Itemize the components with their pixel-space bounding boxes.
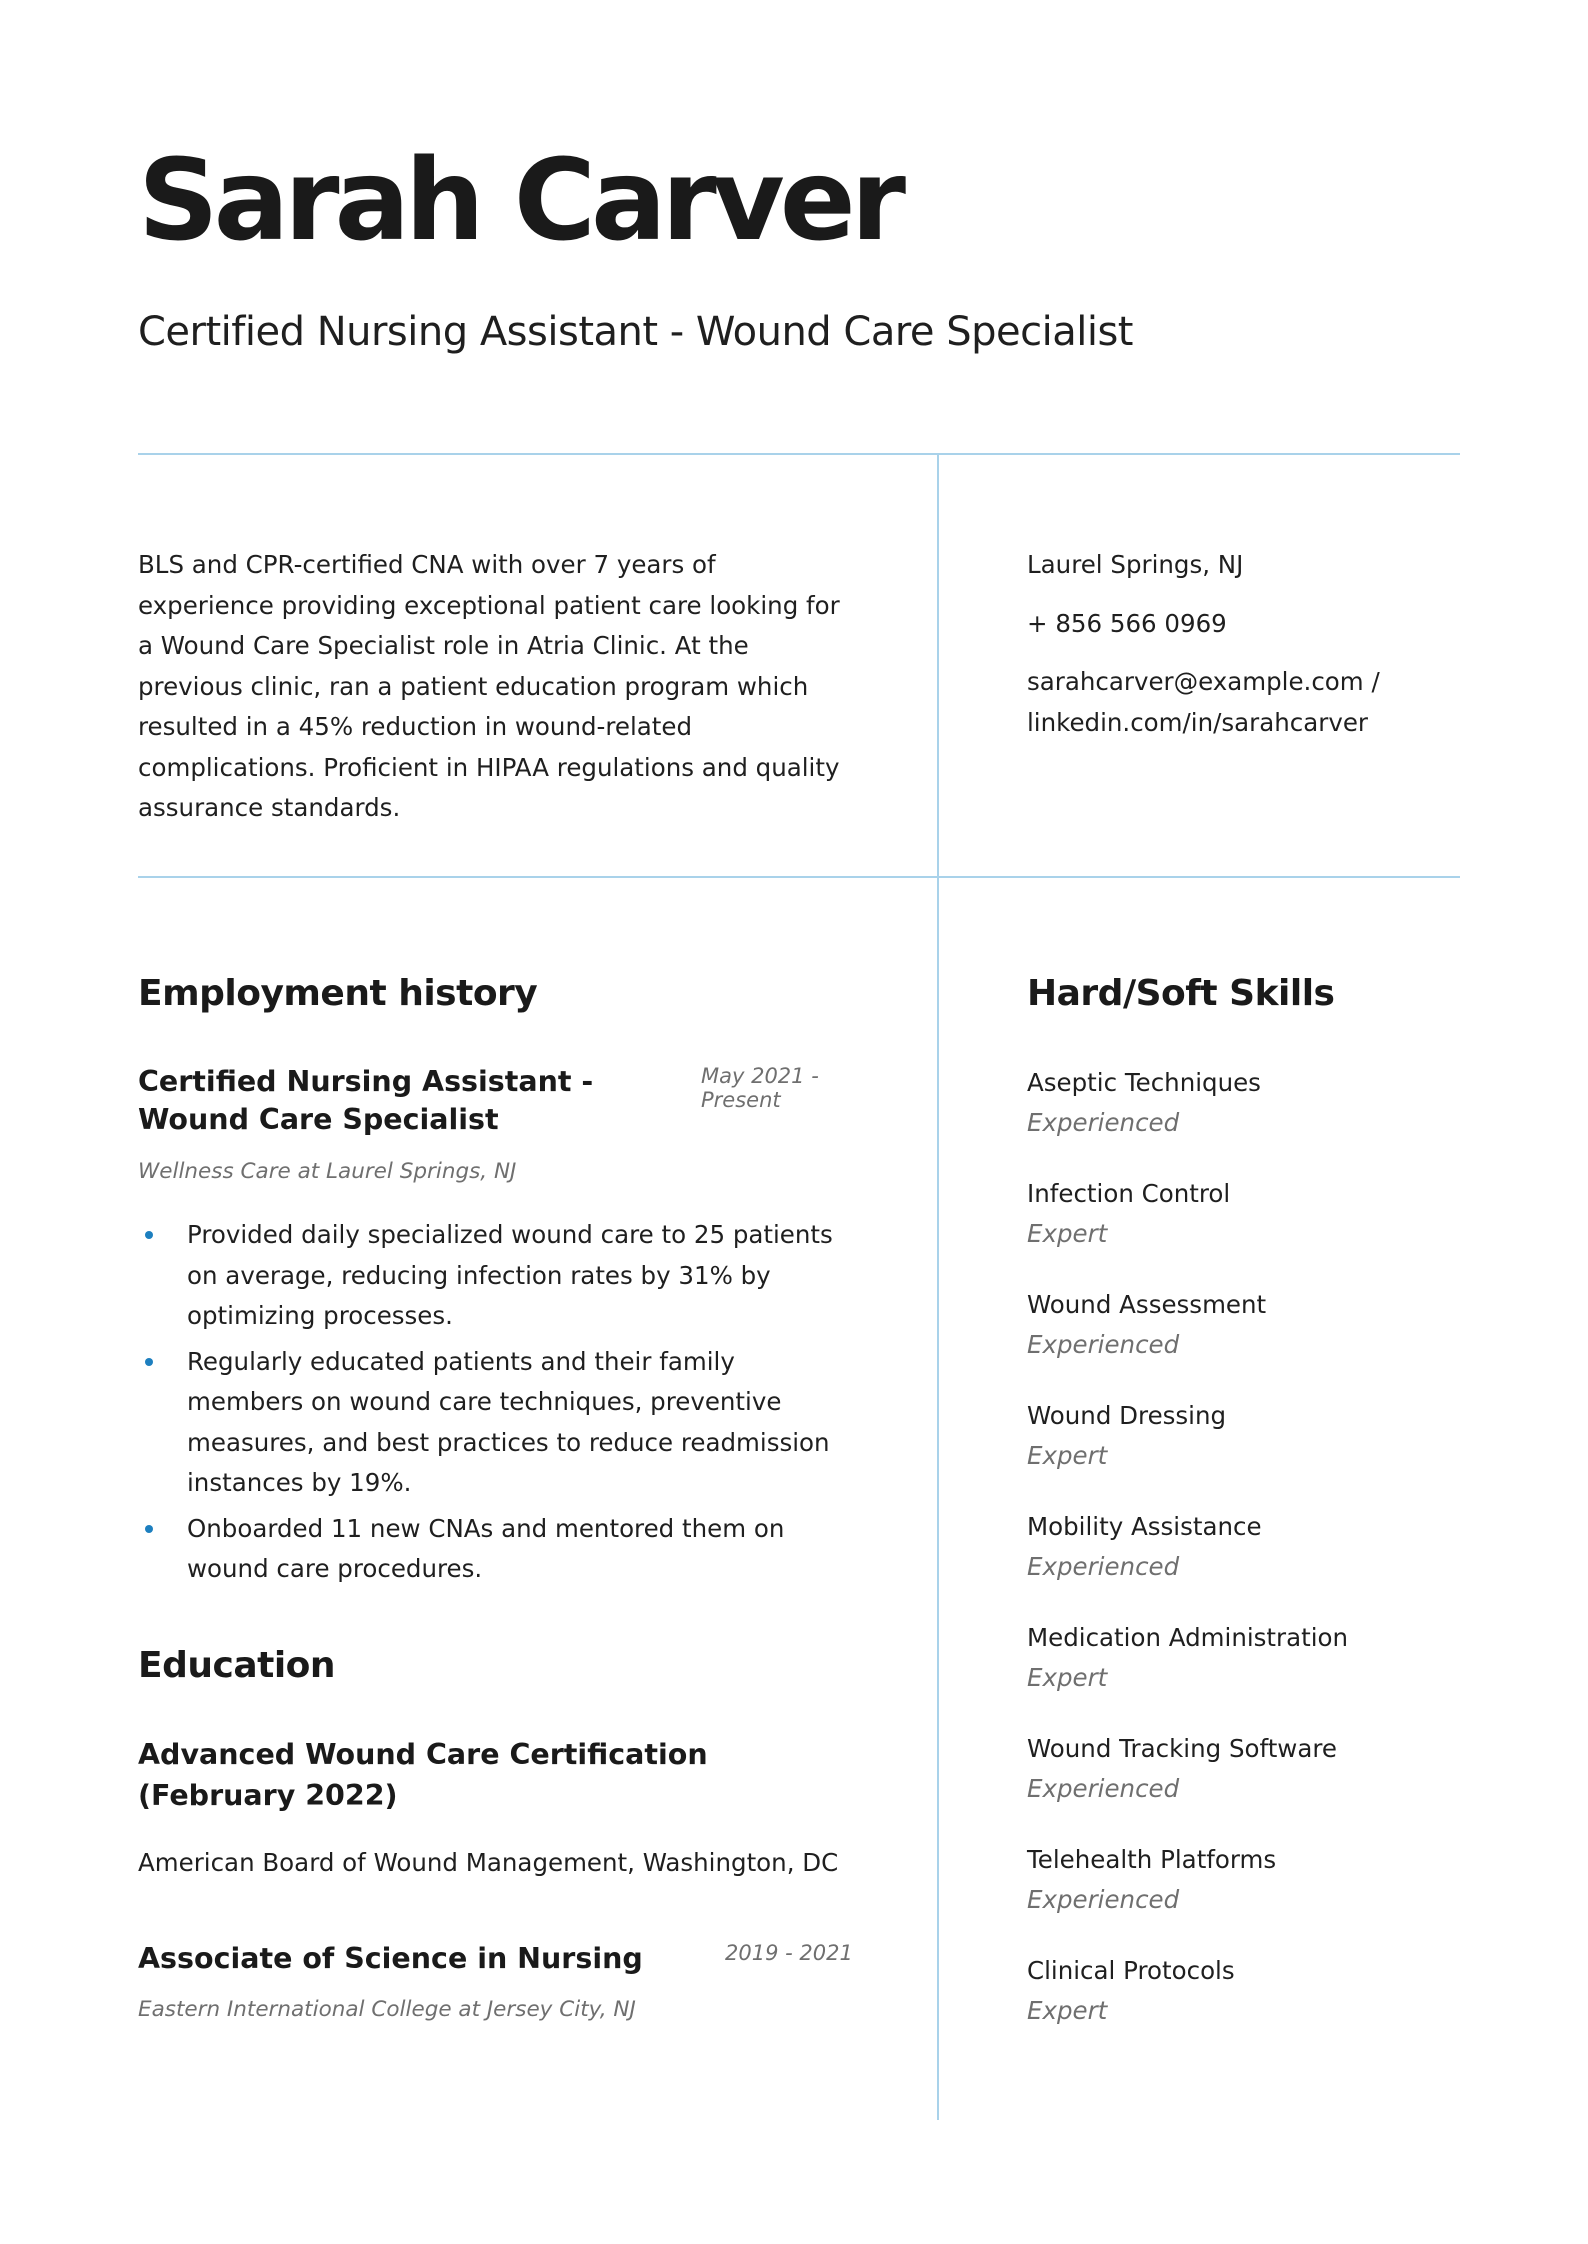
education-heading: Education bbox=[138, 1645, 336, 1686]
list-item bbox=[138, 1342, 858, 1504]
education-item-institution: Eastern International College at Jersey City, NJ bbox=[138, 1997, 636, 2022]
skill-level: Experienced bbox=[1027, 1552, 1180, 1581]
skill-name: Mobility Assistance bbox=[1027, 1512, 1262, 1541]
skill-level: Expert bbox=[1027, 1996, 1108, 2025]
list-item bbox=[1027, 1840, 1427, 1951]
job-title: Certified Nursing Assistant - Wound Care Specialist bbox=[138, 1065, 594, 1136]
skill-level: Experienced bbox=[1027, 1774, 1180, 1803]
education-item-dates: 2019 - 2021 bbox=[725, 1941, 853, 1965]
job-dates: May 2021 - Present bbox=[701, 1064, 819, 1112]
list-item bbox=[1027, 1063, 1427, 1174]
bullet-icon bbox=[145, 1231, 153, 1239]
candidate-title: Certified Nursing Assistant - Wound Care Specialist bbox=[138, 309, 1133, 355]
skill-level: Experienced bbox=[1027, 1885, 1180, 1914]
contact-phone[interactable]: + 856 566 0969 bbox=[1027, 608, 1227, 638]
profile-summary: BLS and CPR-certified CNA with over 7 years of experience providing exceptional patient care looking for a Wound Care Specialist role in Atria Clinic. At the previous clinic, ran a patient education program which resulted in a 45% reduction in wound-related complications. Proficient in HIPAA regulations and quality assurance standards. bbox=[138, 550, 840, 822]
skill-name: Medication Administration bbox=[1027, 1623, 1349, 1652]
skill-level: Expert bbox=[1027, 1663, 1108, 1692]
column-divider bbox=[937, 455, 939, 2120]
bullet-icon bbox=[145, 1358, 153, 1366]
top-divider bbox=[138, 453, 1460, 455]
bullet-text: Onboarded 11 new CNAs and mentored them on wound care procedures. bbox=[187, 1513, 785, 1583]
candidate-name: Sarah Carver bbox=[138, 136, 901, 266]
skills-list bbox=[1027, 1063, 1427, 2062]
skill-name: Wound Assessment bbox=[1027, 1290, 1267, 1319]
employment-heading: Employment history bbox=[138, 973, 538, 1014]
skill-name: Aseptic Techniques bbox=[1027, 1068, 1261, 1097]
education-item-title: Advanced Wound Care Certification (February 2022) bbox=[138, 1738, 708, 1812]
bullet-text: Provided daily specialized wound care to 25 patients on average, reducing infection rates by 31% by optimizing processes. bbox=[187, 1220, 833, 1330]
bullet-text: Regularly educated patients and their family members on wound care techniques, preventive measures, and best practices to reduce readmission instances by 19%. bbox=[187, 1346, 830, 1497]
list-item bbox=[1027, 1951, 1427, 2062]
bullet-icon bbox=[145, 1525, 153, 1533]
contact-block bbox=[1027, 545, 1427, 743]
skill-level: Experienced bbox=[1027, 1108, 1180, 1137]
list-item bbox=[138, 1509, 858, 1590]
contact-location: Laurel Springs, NJ bbox=[1027, 550, 1244, 579]
education-item-title: Associate of Science in Nursing bbox=[138, 1942, 643, 1975]
skill-name: Clinical Protocols bbox=[1027, 1956, 1235, 1985]
education-item-institution: American Board of Wound Management, Washington, DC bbox=[138, 1848, 839, 1877]
contact-linkedin[interactable]: linkedin.com/in/sarahcarver bbox=[1027, 707, 1368, 737]
skill-name: Infection Control bbox=[1027, 1179, 1231, 1208]
list-item bbox=[1027, 1507, 1427, 1618]
skill-level: Expert bbox=[1027, 1441, 1108, 1470]
skill-level: Expert bbox=[1027, 1219, 1108, 1248]
skill-name: Wound Dressing bbox=[1027, 1401, 1227, 1430]
job-company: Wellness Care at Laurel Springs, NJ bbox=[138, 1159, 517, 1184]
list-item bbox=[1027, 1618, 1427, 1729]
contact-email[interactable]: sarahcarver@example.com / bbox=[1027, 667, 1380, 696]
skill-name: Telehealth Platforms bbox=[1027, 1845, 1277, 1874]
skills-heading: Hard/Soft Skills bbox=[1027, 973, 1335, 1014]
skill-level: Experienced bbox=[1027, 1330, 1180, 1359]
list-item bbox=[1027, 1396, 1427, 1507]
list-item bbox=[138, 1215, 858, 1337]
list-item bbox=[1027, 1285, 1427, 1396]
skill-name: Wound Tracking Software bbox=[1027, 1734, 1337, 1763]
list-item bbox=[1027, 1174, 1427, 1285]
middle-divider bbox=[138, 876, 1460, 878]
list-item bbox=[1027, 1729, 1427, 1840]
job-bullet-list bbox=[138, 1215, 858, 1595]
